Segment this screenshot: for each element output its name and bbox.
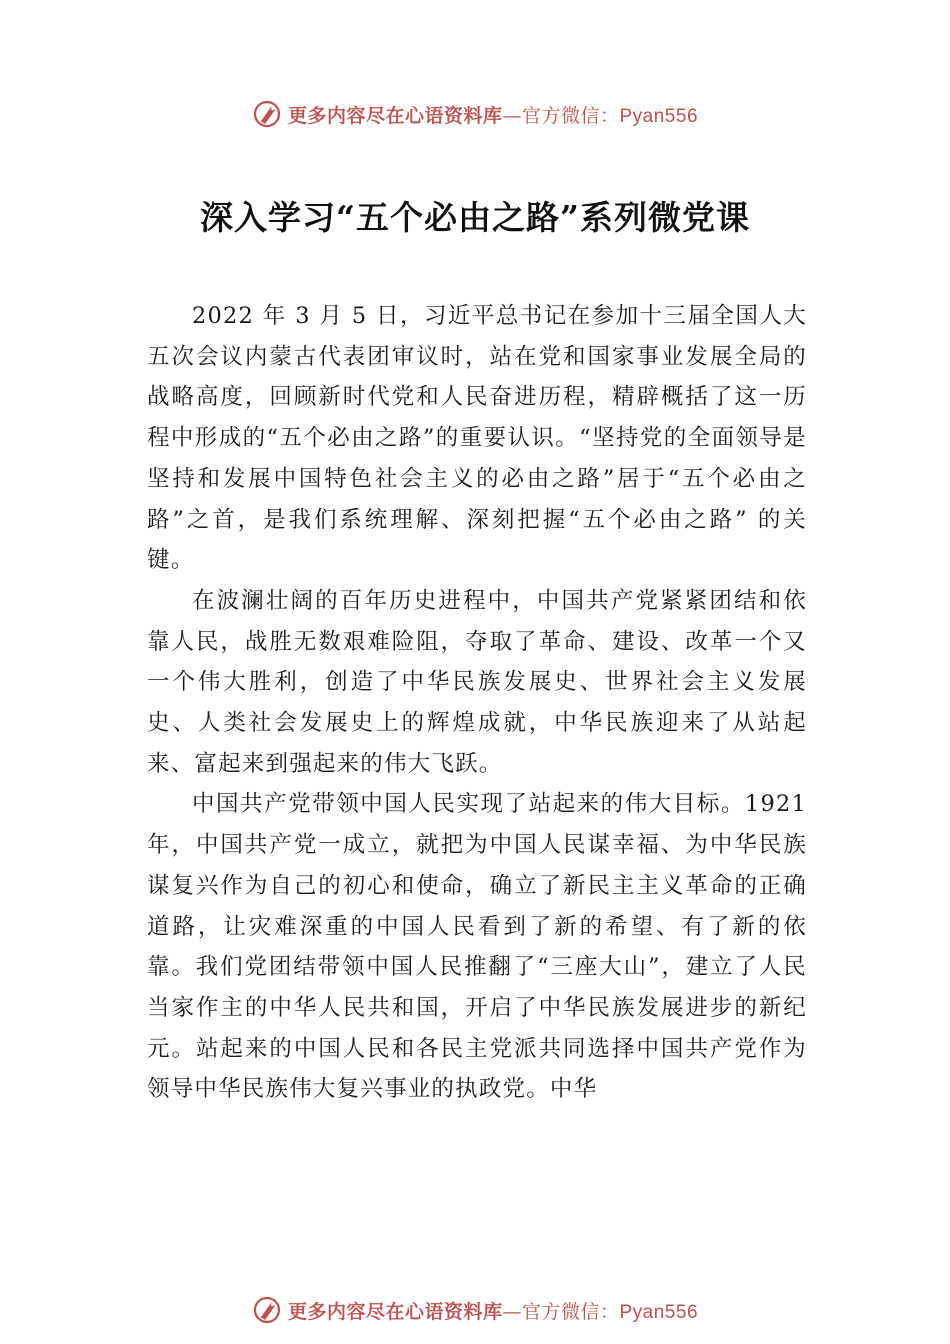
watermark-text [288,1297,698,1324]
document-body [147,296,807,1110]
watermark-wechat-id: Pyan556 [619,1301,699,1323]
watermark-official: 官方微信： [521,104,620,127]
watermark-brand: 更多内容尽在心语资料库 [287,1300,503,1323]
paragraph-1: 2022 年 3 月 5 日，习近平总书记在参加十三届全国人大五次会议内蒙古代表团审议时，站在党和国家事业发展全局的战略高度，回顾新时代党和人民奋进历程，精辟概括了这一历程中形成的“五个必由之路”的重要认识。“坚持党的全面领导是坚持和发展中国特色社会主义的必由之路”居于“五个必由之路”之首，是我们系统理解、深刻把握“五个必由之路” 的关键。 [147,303,807,574]
document-title: 深入学习“五个必由之路”系列微党课 [200,198,750,237]
paragraph-3: 中国共产党带领中国人民实现了站起来的伟大目标。1921 年，中国共产党一成立，就把为中国人民谋幸福、为中华民族谋复兴作为自己的初心和使命，确立了新民主主义革命的正确道路，让灾难深重的中国人民看到了新的希望、有了新的依靠。我们党团结带领中国人民推翻了“三座大山”，建立了人民当家作主的中华人民共和国，开启了中华民族发展进步的新纪元。站起来的中国人民和各民主党派共同选择中国共产党作为领导中华民族伟大复兴事业的执政党。中华 [147,791,807,1103]
watermark-dash: — [502,104,522,127]
watermark-official: 官方微信： [521,1300,620,1323]
header-watermark [0,96,950,132]
watermark-dash: — [502,1300,522,1323]
footer-watermark [0,1292,950,1328]
watermark-wechat-id: Pyan556 [619,105,699,127]
pen-nib-circle-icon [252,99,282,129]
watermark-brand: 更多内容尽在心语资料库 [287,104,503,127]
pen-nib-circle-icon [252,1295,282,1325]
watermark-text [288,101,698,128]
paragraph-2: 在波澜壮阔的百年历史进程中，中国共产党紧紧团结和依靠人民，战胜无数艰难险阻，夺取了革命、建设、改革一个又一个伟大胜利，创造了中华民族发展史、世界社会主义发展史、人类社会发展史上的辉煌成就，中华民族迎来了从站起来、富起来到强起来的伟大飞跃。 [147,587,807,777]
